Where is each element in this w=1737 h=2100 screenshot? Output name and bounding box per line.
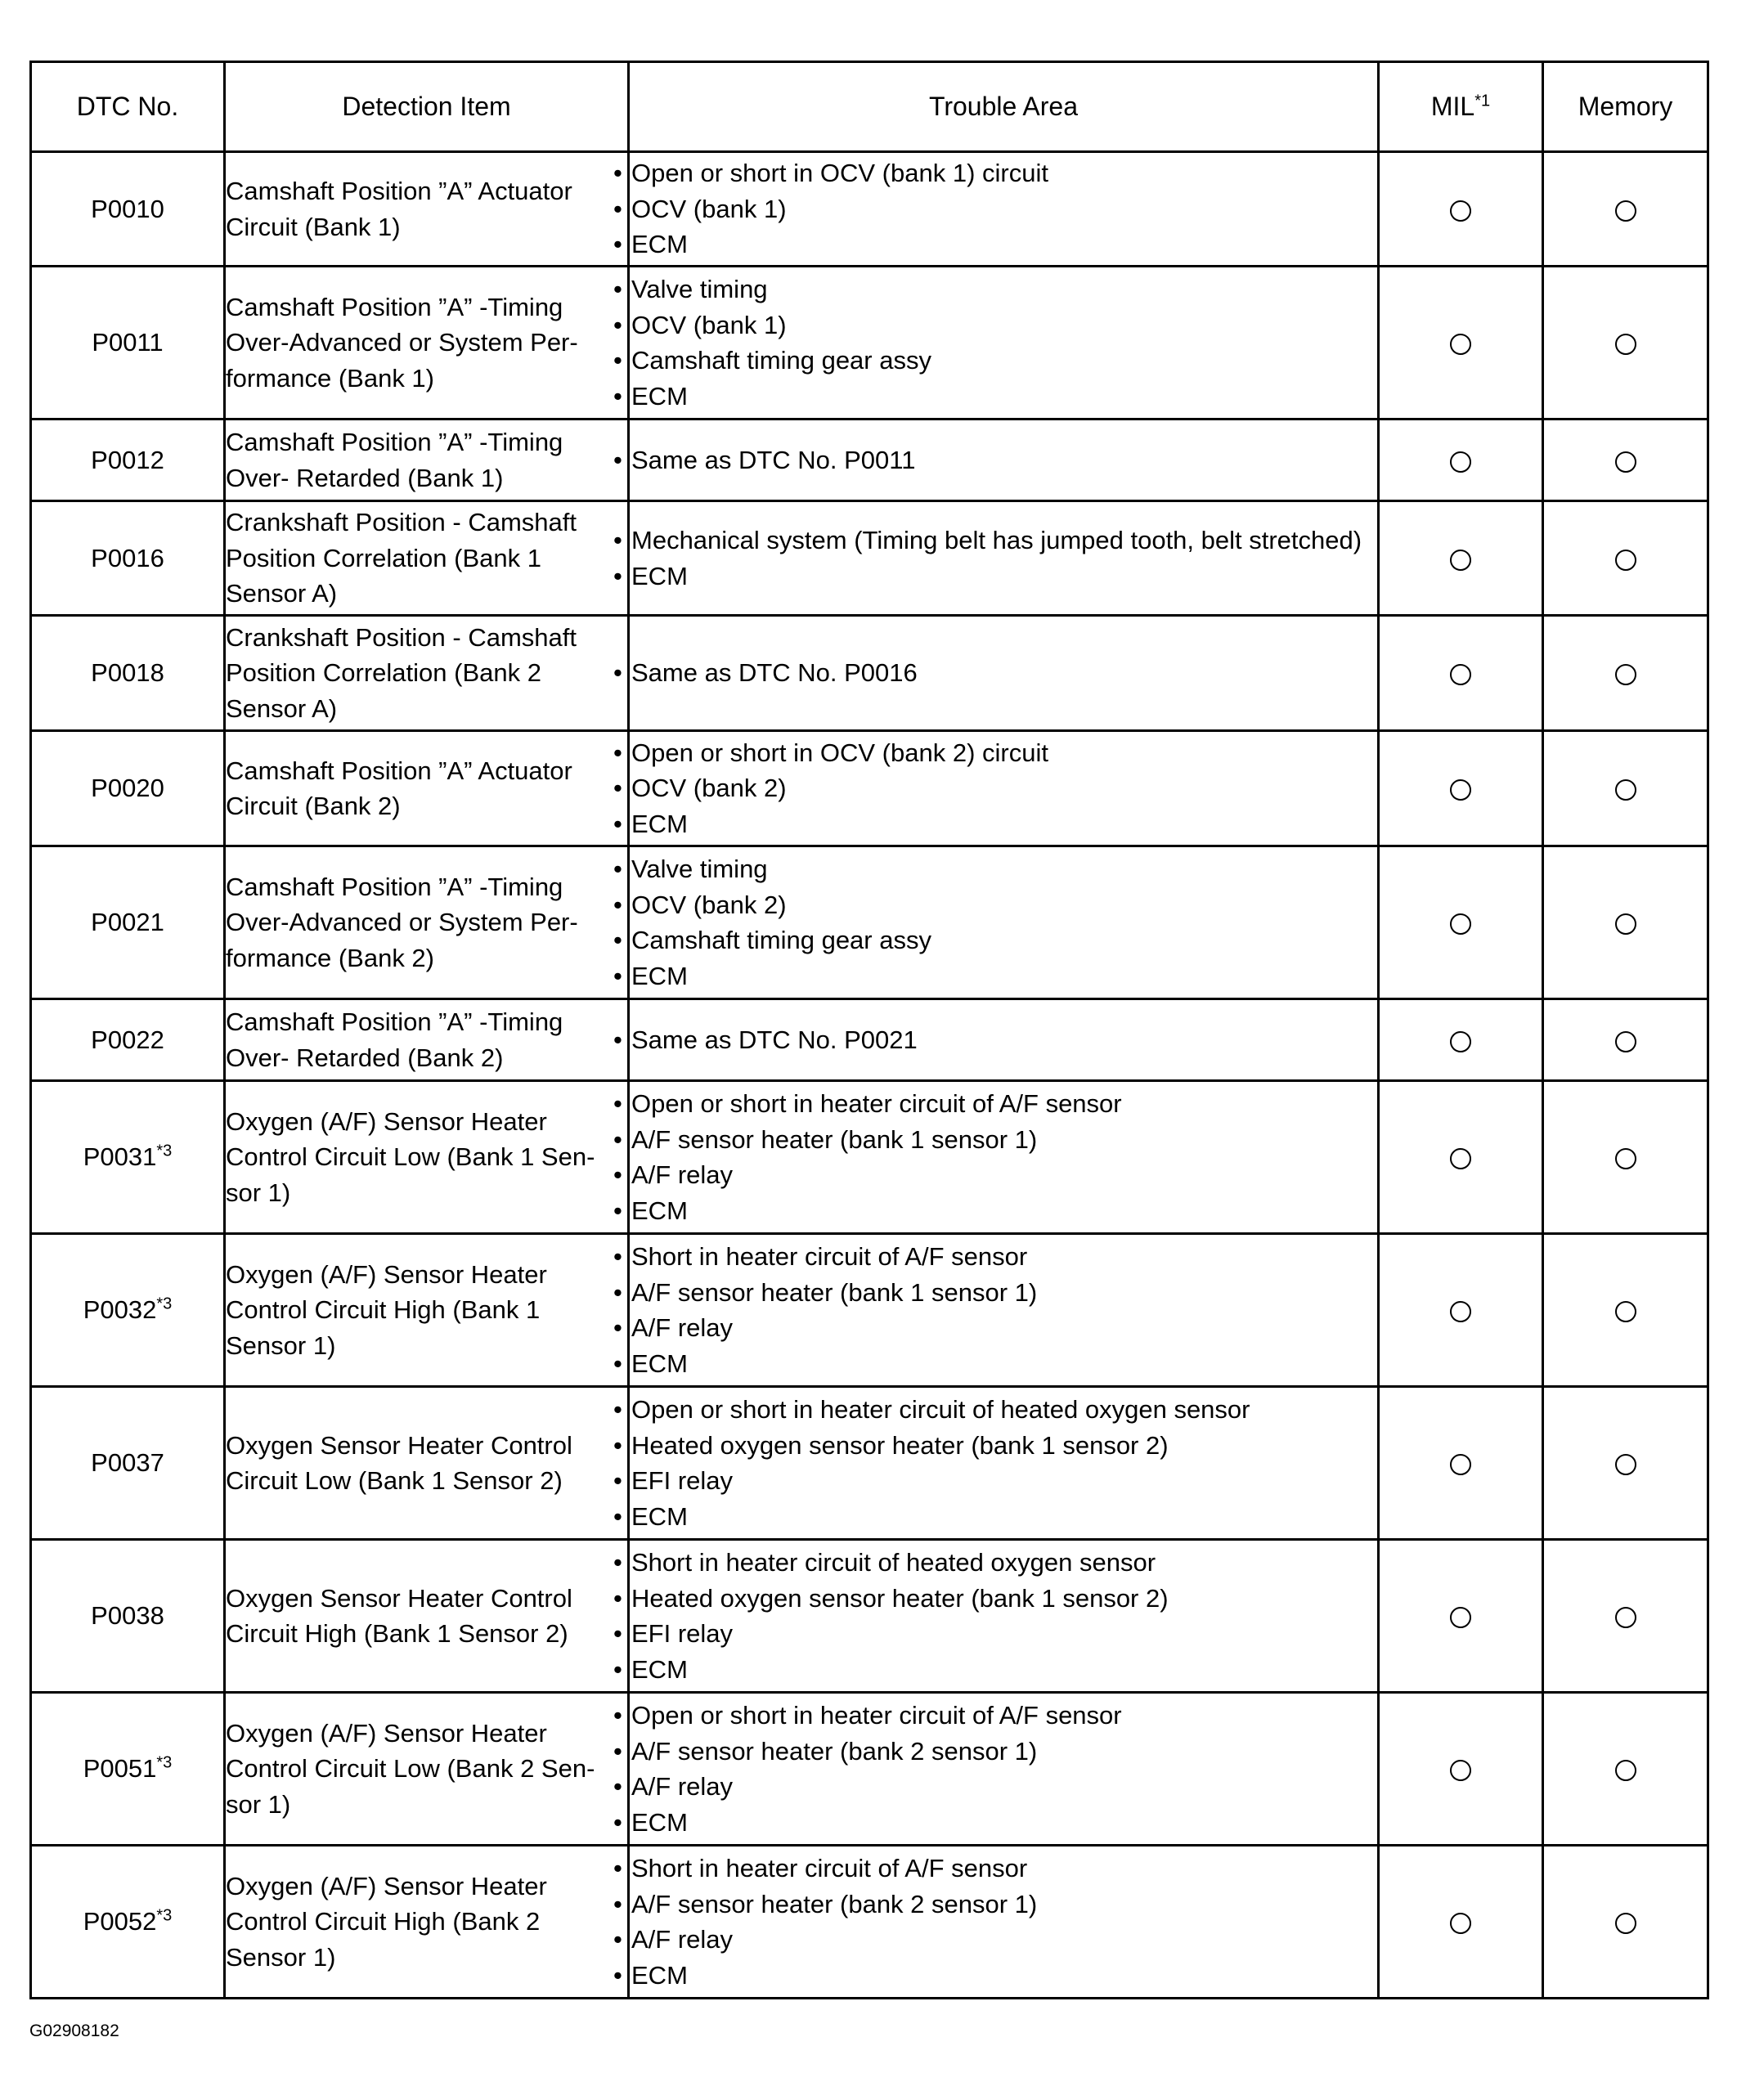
mil-cell [1379, 152, 1543, 267]
memory-circle-icon [1615, 913, 1636, 935]
memory-cell [1543, 1081, 1708, 1234]
trouble-area-cell [629, 1846, 1379, 1999]
dtc-code: P0011 [92, 328, 164, 357]
trouble-area-item: • ECM [630, 958, 1377, 994]
memory-cell [1543, 1234, 1708, 1387]
trouble-area-item: • Same as DTC No. P0021 [630, 1022, 1377, 1058]
trouble-area-item: • A/F relay [630, 1769, 1377, 1805]
memory-cell [1543, 1540, 1708, 1693]
mil-cell [1379, 501, 1543, 616]
detection-item: Oxygen (A/F) Sensor Heater Control Circuit High (Bank 2 Sensor 1) [225, 1846, 629, 1999]
detection-item: Oxygen (A/F) Sensor Heater Control Circuit Low (Bank 2 Sen- sor 1) [225, 1693, 629, 1846]
table-row [31, 731, 1708, 846]
memory-circle-icon [1615, 1031, 1636, 1052]
trouble-area-item: • ECM [630, 227, 1377, 262]
detection-item: Crankshaft Position - Camshaft Position Correlation (Bank 2 Sensor A) [225, 616, 629, 731]
mil-cell [1379, 999, 1543, 1081]
mil-circle-icon [1450, 1148, 1471, 1169]
table-row [31, 152, 1708, 267]
dtc-code-cell [31, 1846, 225, 1999]
table-row [31, 501, 1708, 616]
trouble-area-item: • Camshaft timing gear assy [630, 343, 1377, 379]
mil-circle-icon [1450, 1454, 1471, 1475]
trouble-area-cell [629, 731, 1379, 846]
header-mil-footnote: *1 [1474, 92, 1491, 110]
memory-cell [1543, 267, 1708, 420]
trouble-area-list [630, 1545, 1377, 1687]
trouble-area-item: • ECM [630, 379, 1377, 415]
detection-item: Camshaft Position ”A” -Timing Over-Advanced or System Per- formance (Bank 1) [225, 267, 629, 420]
trouble-area-item: • ECM [630, 1805, 1377, 1841]
detection-item: Oxygen Sensor Heater Control Circuit Low (Bank 1 Sensor 2) [225, 1387, 629, 1540]
dtc-code: P0021 [91, 908, 164, 937]
memory-circle-icon [1615, 1454, 1636, 1475]
dtc-code: P0032 [83, 1295, 157, 1325]
trouble-area-item: • Valve timing [630, 271, 1377, 307]
trouble-area-cell [629, 1234, 1379, 1387]
header-row [31, 62, 1708, 152]
header-mil [1379, 62, 1543, 152]
trouble-area-cell [629, 1693, 1379, 1846]
dtc-code-cell [31, 267, 225, 420]
trouble-area-list [630, 1022, 1377, 1058]
dtc-code: P0031 [83, 1142, 157, 1172]
table-row [31, 1234, 1708, 1387]
trouble-area-item: • Same as DTC No. P0011 [630, 442, 1377, 478]
trouble-area-item: • ECM [630, 559, 1377, 595]
trouble-area-item: • ECM [630, 1499, 1377, 1535]
header-dtc-no: DTC No. [31, 62, 225, 152]
trouble-area-item: • A/F relay [630, 1310, 1377, 1346]
trouble-area-cell [629, 846, 1379, 999]
memory-circle-icon [1615, 200, 1636, 222]
mil-circle-icon [1450, 913, 1471, 935]
detection-item: Oxygen (A/F) Sensor Heater Control Circuit Low (Bank 1 Sen- sor 1) [225, 1081, 629, 1234]
header-detection-item: Detection Item [225, 62, 629, 152]
memory-circle-icon [1615, 550, 1636, 571]
table-row [31, 1540, 1708, 1693]
dtc-code: P0037 [91, 1448, 164, 1478]
mil-cell [1379, 1693, 1543, 1846]
memory-cell [1543, 1387, 1708, 1540]
dtc-code-cell [31, 152, 225, 267]
trouble-area-item: • Same as DTC No. P0016 [630, 655, 1377, 691]
mil-cell [1379, 1234, 1543, 1387]
trouble-area-item: • Short in heater circuit of A/F sensor [630, 1239, 1377, 1275]
trouble-area-item: • ECM [630, 1193, 1377, 1229]
mil-cell [1379, 731, 1543, 846]
mil-cell [1379, 1387, 1543, 1540]
mil-circle-icon [1450, 1760, 1471, 1781]
trouble-area-item: • EFI relay [630, 1463, 1377, 1499]
mil-circle-icon [1450, 550, 1471, 571]
trouble-area-list [630, 271, 1377, 414]
trouble-area-item: • ECM [630, 1652, 1377, 1688]
trouble-area-list [630, 1698, 1377, 1840]
detection-item: Camshaft Position ”A” -Timing Over-Advanced or System Per- formance (Bank 2) [225, 846, 629, 999]
trouble-area-list [630, 851, 1377, 994]
dtc-code-cell [31, 999, 225, 1081]
mil-circle-icon [1450, 1031, 1471, 1052]
dtc-code-cell [31, 420, 225, 501]
trouble-area-item: • A/F sensor heater (bank 1 sensor 1) [630, 1122, 1377, 1158]
memory-circle-icon [1615, 1913, 1636, 1934]
trouble-area-item: • A/F relay [630, 1157, 1377, 1193]
trouble-area-cell [629, 1081, 1379, 1234]
detection-item: Camshaft Position ”A” -Timing Over- Retarded (Bank 1) [225, 420, 629, 501]
trouble-area-item: • Open or short in OCV (bank 2) circuit [630, 735, 1377, 771]
memory-circle-icon [1615, 1301, 1636, 1322]
detection-item: Camshaft Position ”A” Actuator Circuit (Bank 2) [225, 731, 629, 846]
trouble-area-item: • Open or short in OCV (bank 1) circuit [630, 155, 1377, 191]
dtc-footnote: *3 [156, 1142, 173, 1160]
dtc-code: P0038 [91, 1601, 164, 1631]
dtc-footnote: *3 [156, 1295, 173, 1313]
trouble-area-item: • A/F sensor heater (bank 2 sensor 1) [630, 1734, 1377, 1770]
dtc-code: P0018 [91, 658, 164, 688]
dtc-code-cell [31, 501, 225, 616]
memory-cell [1543, 999, 1708, 1081]
mil-circle-icon [1450, 200, 1471, 222]
trouble-area-item: • OCV (bank 1) [630, 307, 1377, 343]
memory-circle-icon [1615, 664, 1636, 685]
trouble-area-item: • A/F sensor heater (bank 1 sensor 1) [630, 1275, 1377, 1311]
detection-item: Crankshaft Position - Camshaft Position Correlation (Bank 1 Sensor A) [225, 501, 629, 616]
header-trouble-area: Trouble Area [629, 62, 1379, 152]
table-row [31, 1387, 1708, 1540]
trouble-area-cell [629, 1540, 1379, 1693]
trouble-area-item: • Valve timing [630, 851, 1377, 887]
memory-cell [1543, 1846, 1708, 1999]
table-row [31, 846, 1708, 999]
dtc-code: P0051 [83, 1754, 157, 1784]
mil-circle-icon [1450, 1607, 1471, 1628]
trouble-area-cell [629, 152, 1379, 267]
mil-cell [1379, 420, 1543, 501]
dtc-code: P0022 [91, 1025, 164, 1054]
table-row [31, 999, 1708, 1081]
trouble-area-item: • Heated oxygen sensor heater (bank 1 sensor 2) [630, 1581, 1377, 1617]
mil-circle-icon [1450, 664, 1471, 685]
header-mil-label: MIL [1430, 92, 1475, 121]
trouble-area-list [630, 523, 1377, 594]
mil-cell [1379, 1540, 1543, 1693]
trouble-area-item: • Short in heater circuit of heated oxygen sensor [630, 1545, 1377, 1581]
trouble-area-item: • A/F sensor heater (bank 2 sensor 1) [630, 1887, 1377, 1923]
trouble-area-list [630, 655, 1377, 691]
dtc-code-cell [31, 846, 225, 999]
trouble-area-list [630, 1239, 1377, 1381]
trouble-area-list [630, 155, 1377, 262]
memory-cell [1543, 616, 1708, 731]
trouble-area-item: • EFI relay [630, 1616, 1377, 1652]
dtc-code: P0016 [91, 543, 164, 572]
trouble-area-list [630, 442, 1377, 478]
trouble-area-cell [629, 1387, 1379, 1540]
trouble-area-item: • A/F relay [630, 1922, 1377, 1958]
mil-circle-icon [1450, 1301, 1471, 1322]
memory-circle-icon [1615, 1148, 1636, 1169]
dtc-code: P0020 [91, 774, 164, 803]
detection-item: Oxygen Sensor Heater Control Circuit High (Bank 1 Sensor 2) [225, 1540, 629, 1693]
dtc-footnote: *3 [156, 1753, 173, 1772]
trouble-area-item: • OCV (bank 1) [630, 191, 1377, 227]
mil-circle-icon [1450, 334, 1471, 355]
dtc-code-cell [31, 1081, 225, 1234]
table-row [31, 1693, 1708, 1846]
mil-circle-icon [1450, 1913, 1471, 1934]
memory-circle-icon [1615, 1760, 1636, 1781]
trouble-area-list [630, 1392, 1377, 1534]
trouble-area-list [630, 1086, 1377, 1228]
header-memory: Memory [1543, 62, 1708, 152]
trouble-area-item: • Camshaft timing gear assy [630, 922, 1377, 958]
trouble-area-item: • ECM [630, 1346, 1377, 1382]
mil-circle-icon [1450, 451, 1471, 473]
trouble-area-item: • Heated oxygen sensor heater (bank 1 sensor 2) [630, 1428, 1377, 1464]
mil-cell [1379, 1846, 1543, 1999]
table-row [31, 1846, 1708, 1999]
trouble-area-item: • ECM [630, 806, 1377, 842]
dtc-code-cell [31, 616, 225, 731]
mil-cell [1379, 846, 1543, 999]
dtc-footnote: *3 [156, 1906, 173, 1925]
dtc-code-cell [31, 1540, 225, 1693]
dtc-table [29, 61, 1709, 1999]
dtc-code-cell [31, 731, 225, 846]
dtc-code: P0010 [91, 194, 164, 223]
mil-cell [1379, 616, 1543, 731]
trouble-area-cell [629, 420, 1379, 501]
dtc-code-cell [31, 1234, 225, 1387]
trouble-area-item: • Short in heater circuit of A/F sensor [630, 1851, 1377, 1887]
dtc-code: P0052 [83, 1907, 157, 1936]
trouble-area-list [630, 735, 1377, 842]
dtc-code: P0012 [91, 445, 164, 474]
trouble-area-item: • OCV (bank 2) [630, 887, 1377, 923]
memory-cell [1543, 501, 1708, 616]
dtc-code-cell [31, 1387, 225, 1540]
trouble-area-item: • Open or short in heater circuit of A/F sensor [630, 1698, 1377, 1734]
detection-item: Camshaft Position ”A” Actuator Circuit (Bank 1) [225, 152, 629, 267]
memory-cell [1543, 731, 1708, 846]
trouble-area-item: • Open or short in heater circuit of heated oxygen sensor [630, 1392, 1377, 1428]
trouble-area-list [630, 1851, 1377, 1993]
trouble-area-cell [629, 999, 1379, 1081]
memory-circle-icon [1615, 334, 1636, 355]
figure-id: G02908182 [29, 2021, 119, 2040]
trouble-area-item: • Mechanical system (Timing belt has jumped tooth, belt stretched) [630, 523, 1377, 559]
memory-cell [1543, 846, 1708, 999]
table-row [31, 420, 1708, 501]
detection-item: Oxygen (A/F) Sensor Heater Control Circuit High (Bank 1 Sensor 1) [225, 1234, 629, 1387]
dtc-code-cell [31, 1693, 225, 1846]
memory-cell [1543, 1693, 1708, 1846]
trouble-area-item: • OCV (bank 2) [630, 770, 1377, 806]
mil-cell [1379, 267, 1543, 420]
detection-item: Camshaft Position ”A” -Timing Over- Retarded (Bank 2) [225, 999, 629, 1081]
trouble-area-cell [629, 501, 1379, 616]
memory-circle-icon [1615, 451, 1636, 473]
table-row [31, 1081, 1708, 1234]
mil-cell [1379, 1081, 1543, 1234]
table-row [31, 616, 1708, 731]
table-row [31, 267, 1708, 420]
memory-cell [1543, 420, 1708, 501]
memory-circle-icon [1615, 1607, 1636, 1628]
trouble-area-cell [629, 616, 1379, 731]
trouble-area-item: • Open or short in heater circuit of A/F sensor [630, 1086, 1377, 1122]
mil-circle-icon [1450, 779, 1471, 801]
memory-circle-icon [1615, 779, 1636, 801]
memory-cell [1543, 152, 1708, 267]
trouble-area-item: • ECM [630, 1958, 1377, 1994]
dtc-table-body [31, 152, 1708, 1999]
trouble-area-cell [629, 267, 1379, 420]
